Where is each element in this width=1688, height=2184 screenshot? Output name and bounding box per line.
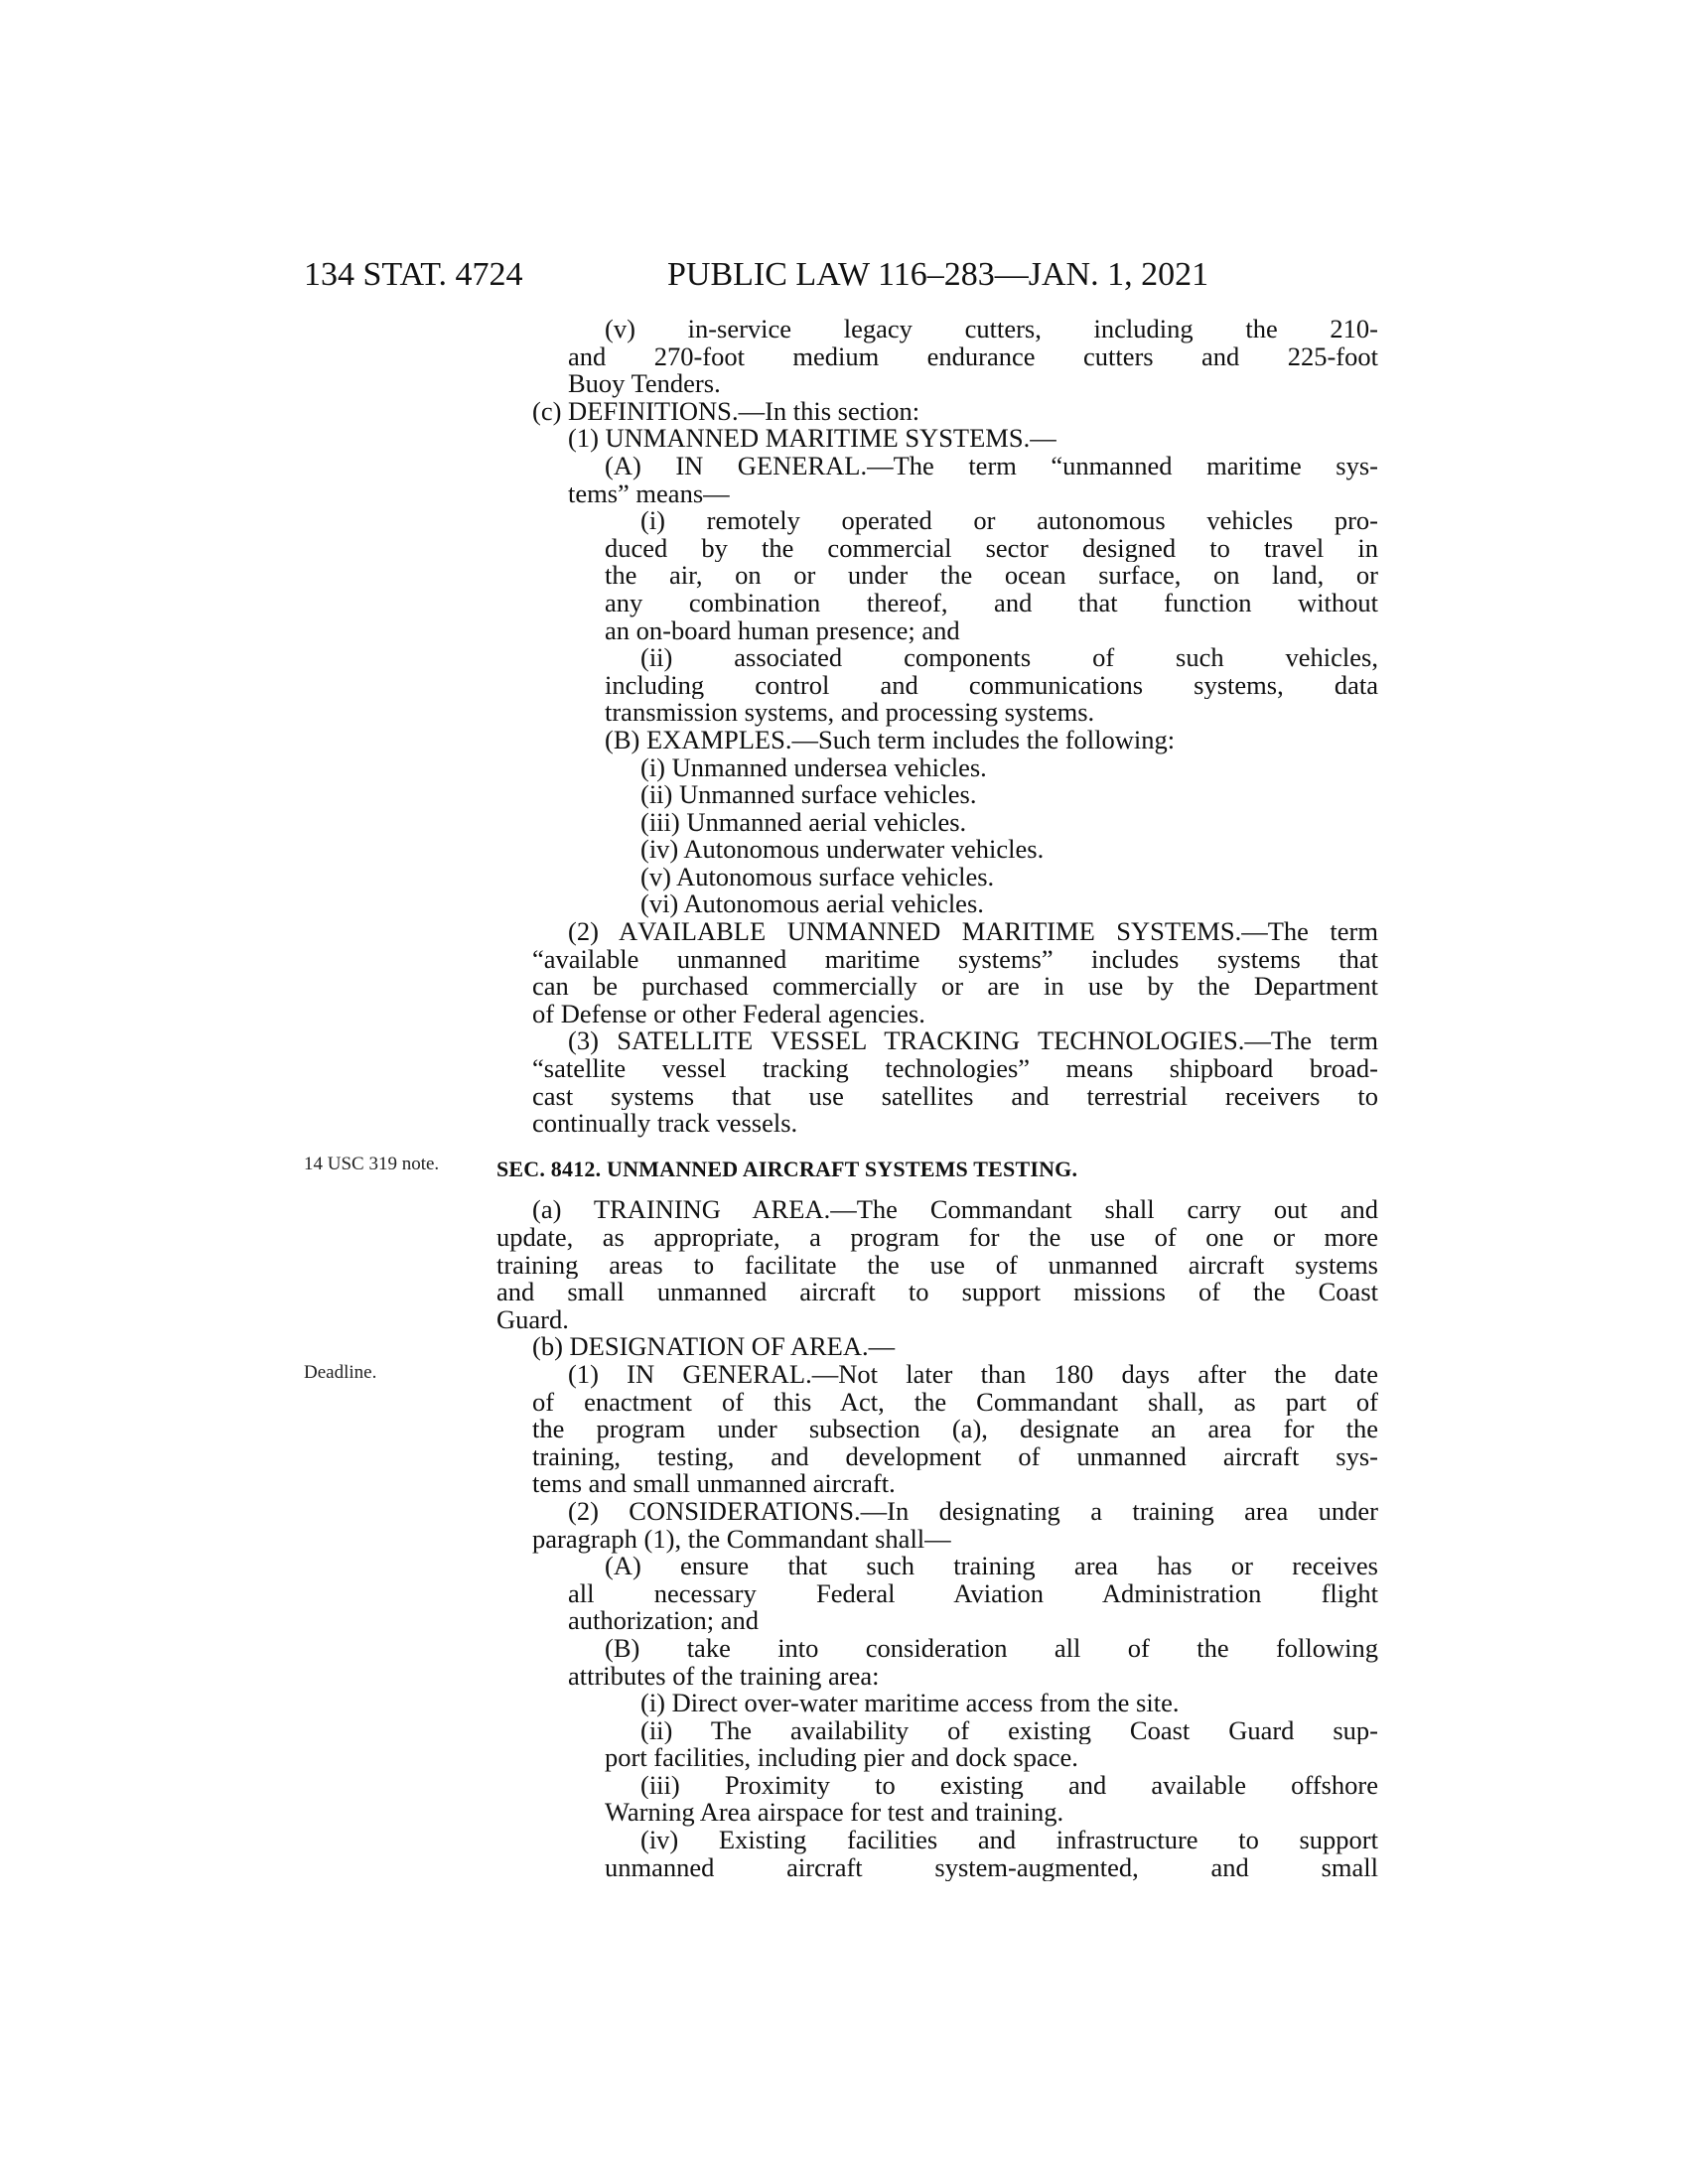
text-line: Guard. bbox=[496, 1303, 569, 1334]
text-line: training areas to facilitate the use of unmanned aircraft systems bbox=[496, 1251, 1378, 1280]
text-line: transmission systems, and processing systems. bbox=[605, 697, 1095, 728]
section-heading: SEC. 8412. UNMANNED AIRCRAFT SYSTEMS TESTING. bbox=[496, 1156, 1078, 1181]
margin-note-deadline: Deadline. bbox=[304, 1362, 377, 1383]
text-line: continually track vessels. bbox=[532, 1108, 798, 1139]
text-line: (iv) Existing facilities and infrastructure to support bbox=[640, 1827, 1378, 1854]
text-line: can be purchased commercially or are in use by the Department bbox=[532, 973, 1378, 1001]
text-line: (i) remotely operated or autonomous vehicles pro- bbox=[640, 507, 1378, 535]
text-line: any combination thereof, and that function without bbox=[605, 589, 1378, 617]
text-line: an on-board human presence; and bbox=[605, 614, 960, 645]
text-line: cast systems that use satellites and terrestrial receivers to bbox=[532, 1082, 1378, 1111]
margin-note-usc: 14 USC 319 note. bbox=[304, 1154, 440, 1174]
text-line: all necessary Federal Aviation Administration flight bbox=[568, 1579, 1378, 1608]
subparagraph-in-general: (A) IN GENERAL.—The term “unmanned maritime sys- bbox=[605, 452, 1378, 480]
text-line: duced by the commercial sector designed to travel in bbox=[605, 534, 1378, 563]
text-line: Buoy Tenders. bbox=[568, 368, 721, 399]
text-line: tems” means— bbox=[568, 478, 730, 508]
paragraph-considerations: (2) CONSIDERATIONS.—In designating a training area under bbox=[568, 1497, 1378, 1526]
text-line: Warning Area airspace for test and training. bbox=[605, 1797, 1064, 1828]
statute-page-number: 134 STAT. 4724 bbox=[304, 256, 523, 293]
text-line: “available unmanned maritime systems” includes systems that bbox=[532, 945, 1378, 974]
text-line: paragraph (1), the Commandant shall— bbox=[532, 1523, 951, 1554]
text-line: of Defense or other Federal agencies. bbox=[532, 998, 925, 1028]
text-line: (ii) associated components of such vehicles, bbox=[640, 644, 1378, 672]
subsection-designation-of-area: (b) DESIGNATION OF AREA.— bbox=[532, 1331, 896, 1362]
text-line: training, testing, and development of unmanned aircraft sys- bbox=[532, 1442, 1378, 1471]
list-item: (i) Direct over-water maritime access from the site. bbox=[640, 1688, 1180, 1718]
text-line: (B) take into consideration all of the following bbox=[605, 1634, 1378, 1663]
text-line: “satellite vessel tracking technologies” means shipboard broad- bbox=[532, 1055, 1378, 1083]
text-line: (ii) The availability of existing Coast Guard sup- bbox=[640, 1716, 1378, 1745]
text-line: (iii) Proximity to existing and available offshore bbox=[640, 1771, 1378, 1800]
list-item: (vi) Autonomous aerial vehicles. bbox=[640, 888, 984, 919]
document-body bbox=[496, 316, 1378, 1881]
text-line: unmanned aircraft system-augmented, and small bbox=[605, 1853, 1378, 1882]
list-item: (i) Unmanned undersea vehicles. bbox=[640, 751, 987, 782]
text-line: (v) in-service legacy cutters, including the 210- bbox=[605, 316, 1378, 343]
text-line: of enactment of this Act, the Commandant shall, as part of bbox=[532, 1388, 1378, 1417]
text-line: port facilities, including pier and dock space. bbox=[605, 1742, 1078, 1773]
text-line: the program under subsection (a), designate an area for the bbox=[532, 1416, 1378, 1443]
paragraph-unmanned-maritime-systems: (1) UNMANNED MARITIME SYSTEMS.— bbox=[568, 423, 1056, 454]
subsection-definitions: (c) DEFINITIONS.—In this section: bbox=[532, 395, 920, 426]
subsection-training-area: (a) TRAINING AREA.—The Commandant shall carry out and bbox=[532, 1196, 1378, 1224]
spacer bbox=[496, 1182, 1378, 1196]
page-header bbox=[0, 250, 1688, 300]
paragraph-satellite-tracking: (3) SATELLITE VESSEL TRACKING TECHNOLOGIES.—The term bbox=[568, 1027, 1378, 1056]
text-line: the air, on or under the ocean surface, on land, or bbox=[605, 562, 1378, 590]
text-line: update, as appropriate, a program for the use of one or more bbox=[496, 1224, 1378, 1252]
paragraph-in-general: (1) IN GENERAL.—Not later than 180 days after the date bbox=[568, 1360, 1378, 1389]
text-line: and small unmanned aircraft to support missions of the Coast bbox=[496, 1279, 1378, 1306]
list-item: (iv) Autonomous underwater vehicles. bbox=[640, 834, 1045, 865]
public-law-title: PUBLIC LAW 116–283—JAN. 1, 2021 bbox=[667, 256, 1209, 293]
text-line: (A) ensure that such training area has or receives bbox=[605, 1553, 1378, 1580]
text-line: authorization; and bbox=[568, 1605, 760, 1636]
list-item: (v) Autonomous surface vehicles. bbox=[640, 861, 995, 891]
text-line: tems and small unmanned aircraft. bbox=[532, 1468, 896, 1499]
subparagraph-examples: (B) EXAMPLES.—Such term includes the following: bbox=[605, 724, 1176, 754]
list-item: (iii) Unmanned aerial vehicles. bbox=[640, 806, 967, 837]
text-line: including control and communications systems, data bbox=[605, 671, 1378, 700]
spacer bbox=[496, 1138, 1378, 1156]
list-item: (ii) Unmanned surface vehicles. bbox=[640, 779, 977, 810]
text-line: and 270-foot medium endurance cutters and 225-foot bbox=[568, 342, 1378, 371]
paragraph-available-systems: (2) AVAILABLE UNMANNED MARITIME SYSTEMS.—The term bbox=[568, 918, 1378, 946]
text-line: attributes of the training area: bbox=[568, 1660, 880, 1691]
